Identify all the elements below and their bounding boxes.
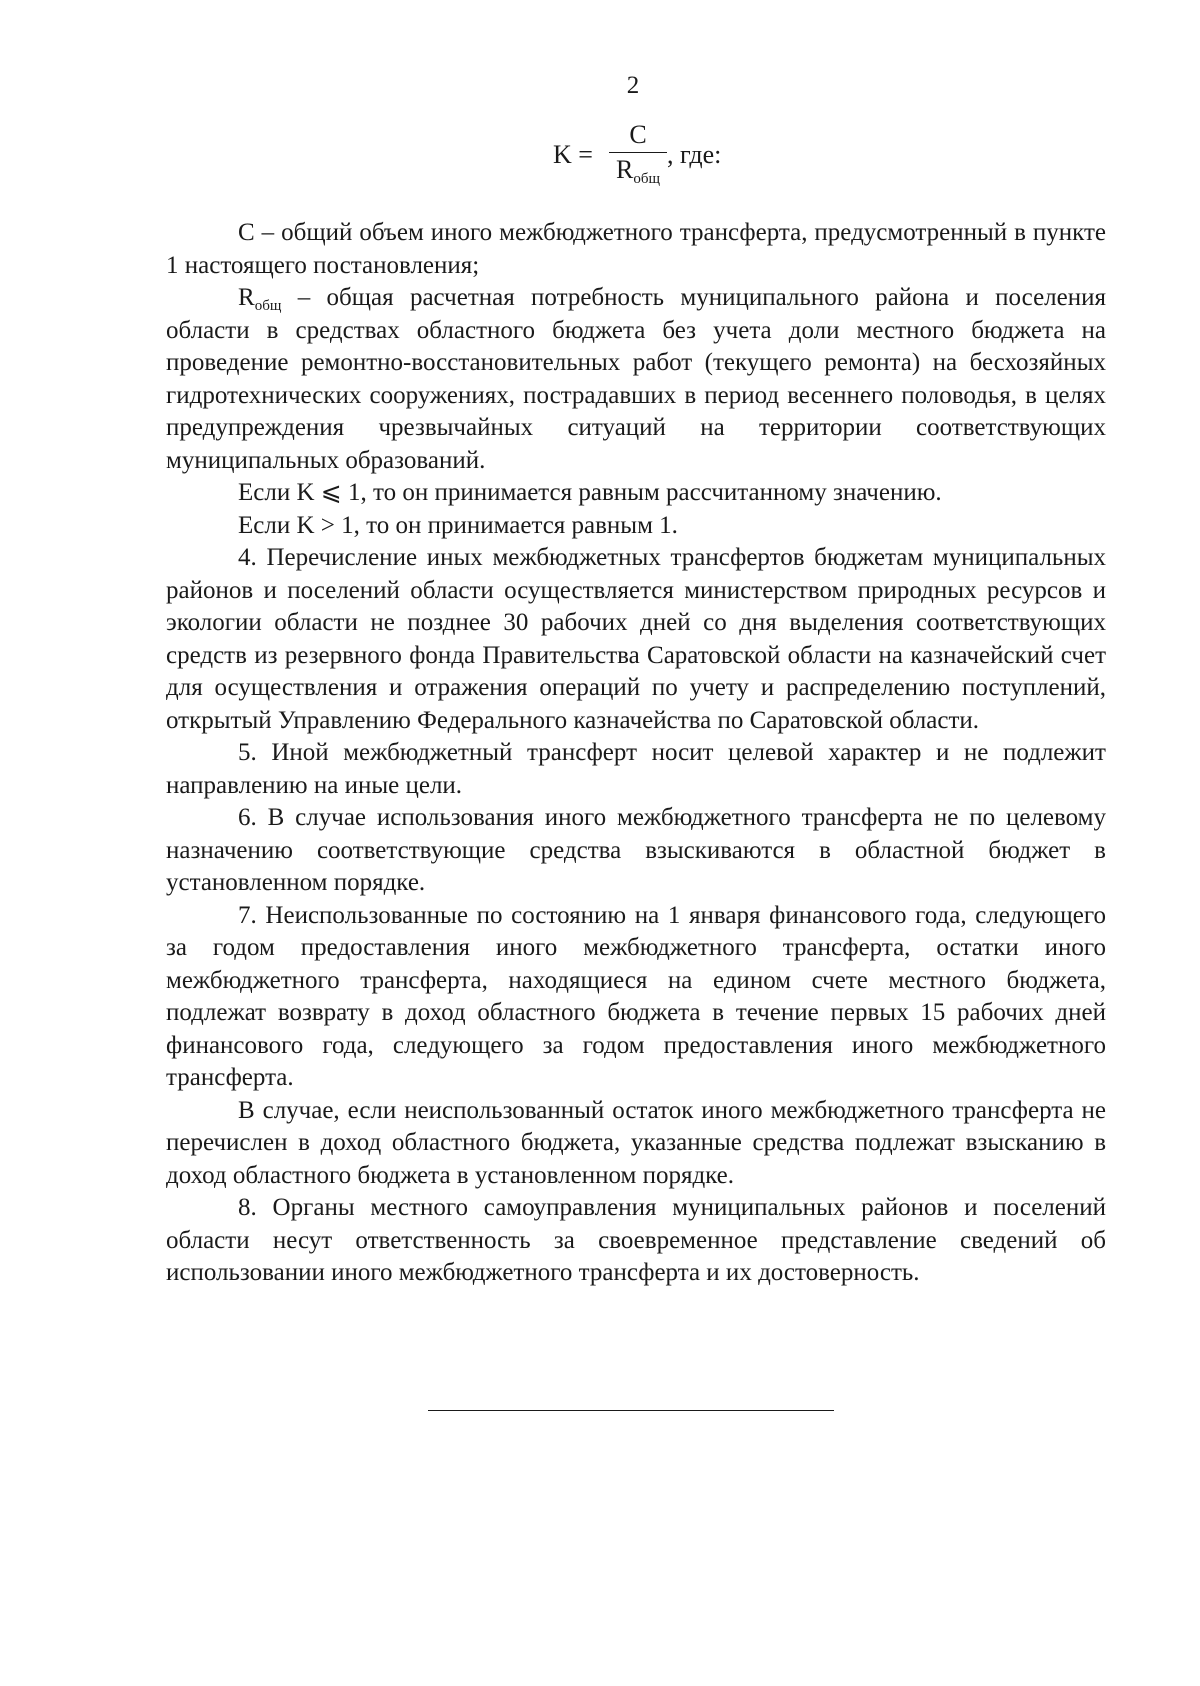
paragraph-item-6: 6. В случае использования иного межбюджетного трансферта не по целевому назначению соответствующие средства взыскиваются в областной бюджет в установленном порядке. bbox=[166, 804, 1106, 896]
paragraph-c-definition: C – общий объем иного межбюджетного трансферта, предусмотренный в пункте 1 настоящего постановления; bbox=[166, 219, 1106, 279]
formula-denominator-sub: общ bbox=[633, 171, 661, 187]
paragraph-item-8: 8. Органы местного самоуправления муниципальных районов и поселений области несут ответственность за своевременное представление сведений об использовании иного межбюджетного трансферта и их достоверность. bbox=[166, 1194, 1106, 1286]
end-of-document-rule bbox=[428, 1410, 834, 1411]
formula-numerator: C bbox=[629, 120, 647, 149]
formula-rhs: , где: bbox=[667, 140, 722, 169]
r-subscript: общ bbox=[254, 298, 282, 314]
formula-denominator-main: R bbox=[615, 155, 634, 184]
r-definition-text: – общая расчетная потребность муниципального района и поселения области в средствах областного бюджета без учета доли местного бюджета на проведение ремонтно-восстановительных работ (текущего ремонта) на бесхозяйных гидротехнических сооружениях, пострадавших в период весеннего половодья, в целях предупреждения чрезвычайных ситуаций на территории соответствующих муниципальных образований. bbox=[166, 284, 1106, 474]
paragraph-k-le-1: Если K ⩽ 1, то он принимается равным рассчитанному значению. bbox=[238, 479, 942, 506]
paragraph-item-7-continued: В случае, если неиспользованный остаток иного межбюджетного трансферта не перечислен в доход областного бюджета, указанные средства подлежат взысканию в доход областного бюджета в установленном порядке. bbox=[166, 1096, 1106, 1189]
formula-lhs: K = bbox=[553, 140, 593, 169]
document-body bbox=[166, 217, 1106, 1290]
paragraph-item-5: 5. Иной межбюджетный трансферт носит целевой характер и не подлежит направлению на иные цели. bbox=[166, 739, 1106, 799]
r-symbol: R bbox=[238, 284, 255, 311]
page-number: 2 bbox=[626, 72, 640, 99]
formula-denominator bbox=[609, 153, 667, 187]
paragraph-r-definition bbox=[166, 282, 1106, 477]
paragraph-k-gt-1: Если K > 1, то он принимается равным 1. bbox=[238, 511, 678, 539]
formula-fraction bbox=[609, 118, 667, 187]
paragraph-item-7: 7. Неиспользованные по состоянию на 1 января финансового года, следующего за годом предоставления иного межбюджетного трансферта, остатки иного межбюджетного трансферта, находящиеся на едином счете местного бюджета, подлежат возврату в доход областного бюджета в течение первых 15 рабочих дней финансового года, следующего за годом предоставления иного межбюджетного трансферта. bbox=[166, 901, 1106, 1091]
paragraph-item-4: 4. Перечисление иных межбюджетных трансфертов бюджетам муниципальных районов и поселений области осуществляется министерством природных ресурсов и экологии области не позднее 30 рабочих дней со дня выделения соответствующих средств из резервного фонда Правительства Саратовской области на казначейский счет для осуществления и отражения операций по учету и распределению поступлений, открытый Управлению Федерального казначейства по Саратовской области. bbox=[166, 544, 1106, 734]
